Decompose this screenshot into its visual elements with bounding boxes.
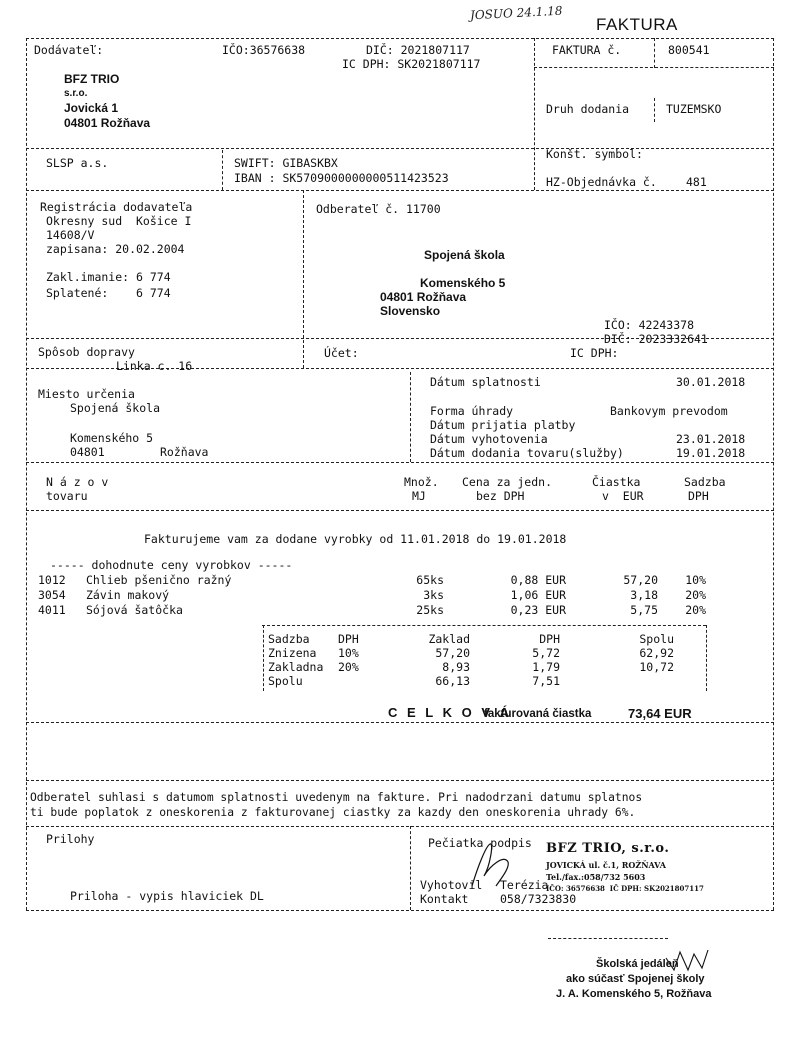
- supplier-form: s.r.o.: [64, 88, 88, 99]
- customer-label: Odberateľ č. 11700: [316, 202, 441, 216]
- transport-value: Linka c. 16: [116, 359, 193, 373]
- customer-ico: IČO: 42243378: [604, 318, 695, 332]
- divider: [706, 625, 707, 691]
- handwritten-reference: JOSUO 24.1.18: [469, 3, 563, 23]
- bank-iban: IBAN : SK5709000000000511423523: [234, 171, 449, 185]
- customer-dic: DIČ: 2023332641: [604, 332, 708, 346]
- vat-header-base: Zaklad: [428, 632, 470, 646]
- const-symbol-label: Konšt. symbol:: [546, 147, 643, 161]
- receiver-stamp-line: J. A. Komenského 5, Rožňava: [556, 988, 712, 1000]
- vat-row-vat: 1,79: [532, 660, 560, 674]
- stamp-signature-label: Pečiatka podpis: [428, 836, 532, 850]
- divider: [26, 148, 774, 149]
- total-label-small: fakturovaná čiastka: [484, 708, 592, 720]
- item-vat: 10%: [685, 573, 706, 587]
- stamp-line: Tel./fax.:058/732 5603: [546, 872, 646, 882]
- item-code: 4011: [38, 603, 66, 617]
- vat-header-dph: DPH: [338, 632, 359, 646]
- issued-date-label: Dátum vyhotovenia: [430, 432, 548, 446]
- vat-row-base: 66,13: [435, 674, 470, 688]
- attachments-label: Prilohy: [46, 832, 95, 846]
- item-amount: 3,18: [630, 588, 658, 602]
- stamp-line: JOVICKÁ ul. č.1, ROŽŇAVA: [546, 860, 666, 870]
- vat-row-vat: 5,72: [532, 646, 560, 660]
- registration-line: 14608/V: [46, 228, 95, 242]
- registration-line: Okresny sud Košice I: [46, 214, 192, 228]
- issued-date-value: 23.01.2018: [676, 432, 746, 446]
- delivery-label: Druh dodania: [546, 102, 630, 116]
- vat-row-label: Znizena: [268, 646, 317, 660]
- payment-notice: ti bude poplatok z oneskorenia z fakturovanej ciastky za kazdy den oneskorenia uhrady 6%.: [30, 806, 636, 819]
- column-header-price: bez DPH: [476, 489, 525, 503]
- registration-line: Zakl.imanie: 6 774: [46, 270, 171, 284]
- supplier-ico: IČO:36576638: [222, 43, 306, 57]
- item-price: 0,88 EUR: [510, 573, 566, 587]
- contact-label: Kontakt: [420, 892, 469, 906]
- destination-zip: 04801: [70, 445, 105, 459]
- divider: [222, 150, 223, 190]
- divider: [654, 38, 655, 68]
- column-header-price: Cena za jedn.: [462, 475, 553, 489]
- stamp-line: IČO: 36576638 IČ DPH: SK2021807117: [546, 884, 704, 893]
- item-code: 1012: [38, 573, 66, 587]
- divider: [26, 722, 774, 723]
- vat-row-base: 8,93: [442, 660, 470, 674]
- divider: [26, 826, 774, 827]
- divider: [410, 372, 411, 462]
- invoice-number: 800541: [668, 43, 710, 57]
- order-number: 481: [686, 175, 707, 189]
- order-label: HZ-Objednávka č.: [546, 175, 657, 189]
- divider: [534, 38, 535, 190]
- divider: [26, 780, 774, 781]
- divider: [262, 625, 706, 626]
- signature-line: [548, 938, 668, 939]
- divider: [26, 190, 774, 191]
- item-price: 0,23 EUR: [510, 603, 566, 617]
- column-header-amount: v EUR: [602, 489, 644, 503]
- item-amount: 5,75: [630, 603, 658, 617]
- received-date-label: Dátum prijatia platby: [430, 418, 576, 432]
- delivered-date-value: 19.01.2018: [676, 446, 746, 460]
- supplier-city: 04801 Rožňava: [64, 116, 151, 130]
- vat-row-rate: 20%: [338, 660, 359, 674]
- payment-label: Forma úhrady: [430, 404, 514, 418]
- vat-row-label: Spolu: [268, 674, 303, 688]
- document-title: FAKTURA: [596, 15, 678, 34]
- customer-name: Spojená škola: [424, 248, 505, 262]
- registration-line: Registrácia dodavateľa: [40, 200, 193, 214]
- item-qty: 65ks: [416, 573, 444, 587]
- customer-street: Komenského 5: [420, 276, 506, 290]
- stamp-line: BFZ TRIO, s.r.o.: [546, 841, 670, 856]
- invoice-number-label: FAKTURA č.: [552, 43, 622, 57]
- vat-row-base: 57,20: [435, 646, 470, 660]
- total-value: 73,64 EUR: [628, 706, 692, 721]
- receiver-stamp-line: ako súčasť Spojenej školy: [566, 973, 705, 985]
- divider: [410, 826, 411, 910]
- vat-row-label: Zakladna: [268, 660, 324, 674]
- issued-by-label: Vyhotovil: [420, 878, 483, 892]
- column-header-vat: Sadzba: [684, 475, 726, 489]
- item-qty: 25ks: [416, 603, 444, 617]
- supplier-street: Jovická 1: [64, 101, 119, 115]
- signature-scribble: [460, 836, 530, 896]
- column-header-vat: DPH: [688, 489, 709, 503]
- divider: [26, 462, 774, 463]
- vat-row-vat: 7,51: [532, 674, 560, 688]
- transport-label: Spôsob dopravy: [38, 345, 135, 359]
- column-header-name: tovaru: [46, 489, 88, 503]
- vat-header-total: Spolu: [639, 632, 674, 646]
- payment-notice: Odberatel suhlasi s datumom splatnosti uvedenym na fakture. Pri nadodrzani datumu splatnos: [30, 791, 643, 804]
- destination-street: Komenského 5: [70, 431, 154, 445]
- destination-label: Miesto určenia: [38, 387, 135, 401]
- registration-line: zapisana: 20.02.2004: [46, 242, 185, 256]
- attachments-value: Priloha - vypis hlaviciek DL: [70, 889, 264, 903]
- item-price: 1,06 EUR: [510, 588, 566, 602]
- vat-row-total: 10,72: [639, 660, 674, 674]
- item-vat: 20%: [685, 603, 706, 617]
- receiver-stamp-line: Školská jedáleň: [596, 958, 679, 970]
- item-vat: 20%: [685, 588, 706, 602]
- supplier-dic: DIČ: 2021807117: [366, 43, 470, 57]
- bank-swift: SWIFT: GIBASKBX: [234, 156, 338, 170]
- column-header-qty: MJ: [412, 489, 426, 503]
- due-date-label: Dátum splatnosti: [430, 375, 541, 389]
- delivered-date-label: Dátum dodania tovaru(služby): [430, 446, 624, 460]
- bank-name: SLSP a.s.: [46, 156, 109, 170]
- supplier-ic-dph: IC DPH: SK2021807117: [342, 57, 481, 71]
- registration-line: Splatené: 6 774: [46, 286, 171, 300]
- delivery-value: TUZEMSKO: [666, 102, 722, 116]
- column-header-name: N á z o v: [46, 475, 109, 489]
- vat-row-total: 62,92: [639, 646, 674, 660]
- item-name: Závin makový: [86, 588, 170, 602]
- price-group-label: ----- dohodnute ceny vyrobkov -----: [50, 558, 293, 572]
- total-label-big: C E L K O V Á: [388, 705, 512, 720]
- divider: [26, 38, 774, 39]
- item-code: 3054: [38, 588, 66, 602]
- column-header-amount: Čiastka: [592, 475, 641, 489]
- customer-country: Slovensko: [380, 304, 441, 318]
- item-amount: 57,20: [623, 573, 658, 587]
- invoice-intro: Fakturujeme vam za dodane vyrobky od 11.01.2018 do 19.01.2018: [144, 532, 567, 546]
- issued-by-name: Terézia: [500, 878, 549, 892]
- customer-ic-dph: IC DPH:: [570, 346, 619, 360]
- vat-header-rate: Sadzba: [268, 632, 310, 646]
- customer-account: Účet:: [324, 346, 359, 360]
- destination-city: Rožňava: [160, 445, 209, 459]
- payment-value: Bankovym prevodom: [610, 404, 728, 418]
- contact-value: 058/7323830: [500, 892, 577, 906]
- destination-name: Spojená škola: [70, 401, 161, 415]
- vat-row-rate: 10%: [338, 646, 359, 660]
- item-qty: 3ks: [423, 588, 444, 602]
- item-name: Sójová šatôčka: [86, 603, 183, 617]
- divider: [263, 625, 264, 691]
- customer-city: 04801 Rožňava: [380, 290, 467, 304]
- divider: [26, 510, 774, 511]
- supplier-name: BFZ TRIO: [64, 72, 120, 86]
- supplier-label: Dodávateľ:: [34, 43, 104, 57]
- divider: [303, 190, 304, 368]
- column-header-qty: Množ.: [404, 475, 439, 489]
- border-left: [26, 38, 27, 910]
- due-date-value: 30.01.2018: [676, 375, 746, 389]
- item-name: Chlieb pšenično ražný: [86, 573, 232, 587]
- border-right: [773, 38, 774, 910]
- divider: [654, 98, 655, 122]
- divider: [26, 910, 774, 911]
- receiver-signature-scribble: [662, 946, 722, 976]
- vat-header-vat: DPH: [539, 632, 560, 646]
